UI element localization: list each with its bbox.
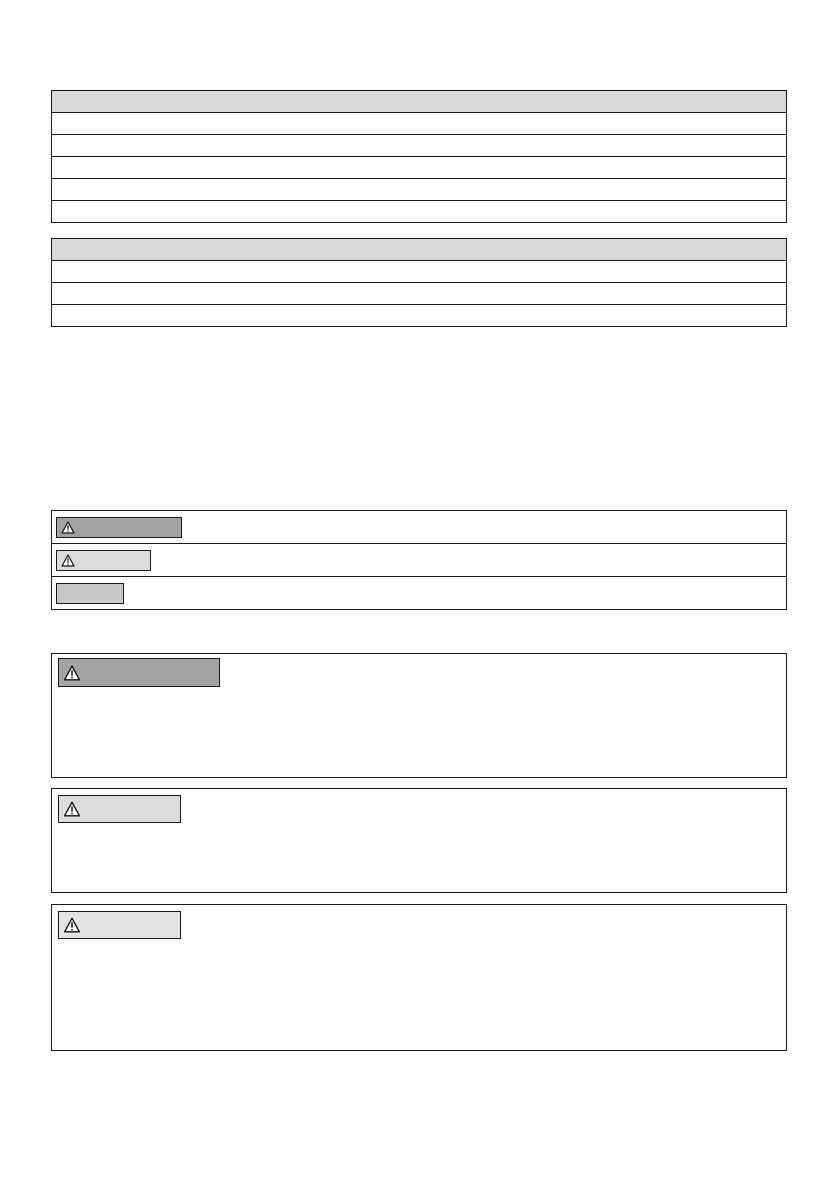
warning-triangle-icon <box>61 554 75 567</box>
warning-triangle-icon <box>63 801 81 817</box>
legend-row-notice <box>52 577 786 609</box>
caution-badge <box>58 911 181 939</box>
table-header-row <box>52 91 786 113</box>
danger-badge <box>56 517 182 538</box>
danger-badge <box>58 658 220 687</box>
table-row <box>52 283 786 305</box>
legend-row-warning <box>52 544 786 577</box>
warning-triangle-icon <box>61 521 75 534</box>
warning-triangle-icon <box>63 665 81 681</box>
warning-triangle-icon <box>63 917 81 933</box>
table-row <box>52 201 786 222</box>
caution-box <box>51 904 787 1051</box>
legend-row-danger <box>52 511 786 544</box>
table-1 <box>51 90 787 223</box>
table-row <box>52 305 786 326</box>
notice-badge <box>56 583 124 604</box>
table-2 <box>51 238 787 327</box>
warning-box <box>51 788 787 893</box>
table-row <box>52 135 786 157</box>
warning-badge <box>58 795 181 823</box>
table-row <box>52 157 786 179</box>
table-row <box>52 113 786 135</box>
warning-badge <box>56 550 151 571</box>
signal-word-legend <box>51 510 787 610</box>
table-row <box>52 261 786 283</box>
table-row <box>52 179 786 201</box>
table-header-row <box>52 239 786 261</box>
danger-box <box>51 653 787 778</box>
